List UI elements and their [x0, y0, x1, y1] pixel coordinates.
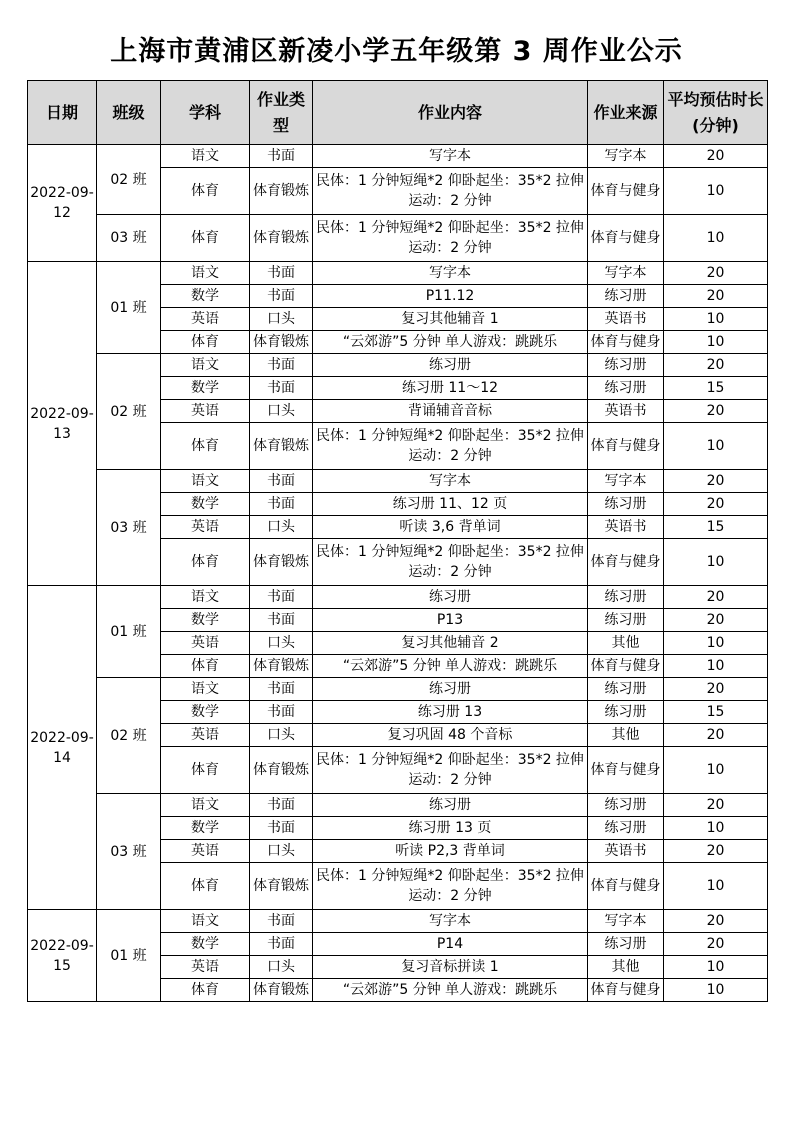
subject-cell: 语文 [161, 586, 250, 609]
content-cell: 民体：1 分钟短绳*2 仰卧起坐：35*2 拉伸运动：2 分钟 [313, 539, 588, 586]
type-cell: 体育锻炼 [250, 747, 313, 794]
header-source: 作业来源 [588, 81, 664, 145]
source-cell: 体育与健身 [588, 423, 664, 470]
time-cell: 20 [664, 262, 768, 285]
content-cell: P13 [313, 609, 588, 632]
time-cell: 20 [664, 794, 768, 817]
content-cell: “云郊游”5 分钟 单人游戏：跳跳乐 [313, 331, 588, 354]
table-row [28, 794, 768, 817]
class-cell: 03 班 [97, 794, 161, 910]
time-cell: 20 [664, 354, 768, 377]
subject-cell: 英语 [161, 632, 250, 655]
header-subject: 学科 [161, 81, 250, 145]
header-class: 班级 [97, 81, 161, 145]
content-cell: 写字本 [313, 910, 588, 933]
content-cell: 练习册 11、12 页 [313, 493, 588, 516]
subject-cell: 语文 [161, 262, 250, 285]
source-cell: 英语书 [588, 516, 664, 539]
time-cell: 15 [664, 701, 768, 724]
type-cell: 体育锻炼 [250, 863, 313, 910]
content-cell: 练习册 [313, 586, 588, 609]
time-cell: 20 [664, 724, 768, 747]
table-row [28, 354, 768, 377]
type-cell: 书面 [250, 701, 313, 724]
subject-cell: 体育 [161, 331, 250, 354]
time-cell: 10 [664, 817, 768, 840]
type-cell: 体育锻炼 [250, 979, 313, 1002]
type-cell: 口头 [250, 840, 313, 863]
subject-cell: 英语 [161, 308, 250, 331]
source-cell: 练习册 [588, 817, 664, 840]
class-cell: 02 班 [97, 678, 161, 794]
date-cell: 2022-09-14 [28, 586, 97, 910]
content-cell: 复习音标拼读 1 [313, 956, 588, 979]
subject-cell: 语文 [161, 794, 250, 817]
source-cell: 练习册 [588, 701, 664, 724]
subject-cell: 体育 [161, 655, 250, 678]
time-cell: 10 [664, 979, 768, 1002]
time-cell: 20 [664, 400, 768, 423]
time-cell: 20 [664, 586, 768, 609]
class-cell: 02 班 [97, 354, 161, 470]
subject-cell: 英语 [161, 724, 250, 747]
type-cell: 体育锻炼 [250, 168, 313, 215]
class-cell: 01 班 [97, 262, 161, 354]
subject-cell: 体育 [161, 863, 250, 910]
source-cell: 体育与健身 [588, 168, 664, 215]
source-cell: 练习册 [588, 609, 664, 632]
type-cell: 口头 [250, 632, 313, 655]
source-cell: 练习册 [588, 933, 664, 956]
source-cell: 体育与健身 [588, 863, 664, 910]
subject-cell: 数学 [161, 493, 250, 516]
content-cell: 练习册 13 [313, 701, 588, 724]
time-cell: 20 [664, 493, 768, 516]
type-cell: 体育锻炼 [250, 423, 313, 470]
content-cell: 写字本 [313, 470, 588, 493]
table-row [28, 586, 768, 609]
time-cell: 10 [664, 863, 768, 910]
type-cell: 书面 [250, 262, 313, 285]
content-cell: 民体：1 分钟短绳*2 仰卧起坐：35*2 拉伸运动：2 分钟 [313, 423, 588, 470]
source-cell: 练习册 [588, 285, 664, 308]
time-cell: 10 [664, 215, 768, 262]
table-row [28, 262, 768, 285]
class-cell: 03 班 [97, 470, 161, 586]
content-cell: 写字本 [313, 145, 588, 168]
source-cell: 其他 [588, 956, 664, 979]
content-cell: 民体：1 分钟短绳*2 仰卧起坐：35*2 拉伸运动：2 分钟 [313, 747, 588, 794]
source-cell: 写字本 [588, 145, 664, 168]
subject-cell: 数学 [161, 817, 250, 840]
header-date: 日期 [28, 81, 97, 145]
table-row [28, 470, 768, 493]
type-cell: 体育锻炼 [250, 215, 313, 262]
source-cell: 写字本 [588, 470, 664, 493]
type-cell: 体育锻炼 [250, 655, 313, 678]
content-cell: 民体：1 分钟短绳*2 仰卧起坐：35*2 拉伸运动：2 分钟 [313, 863, 588, 910]
class-cell: 02 班 [97, 145, 161, 215]
subject-cell: 体育 [161, 979, 250, 1002]
source-cell: 练习册 [588, 377, 664, 400]
subject-cell: 语文 [161, 145, 250, 168]
type-cell: 书面 [250, 493, 313, 516]
subject-cell: 语文 [161, 678, 250, 701]
content-cell: “云郊游”5 分钟 单人游戏：跳跳乐 [313, 979, 588, 1002]
source-cell: 体育与健身 [588, 655, 664, 678]
source-cell: 英语书 [588, 400, 664, 423]
source-cell: 其他 [588, 632, 664, 655]
type-cell: 书面 [250, 586, 313, 609]
subject-cell: 体育 [161, 747, 250, 794]
subject-cell: 语文 [161, 470, 250, 493]
content-cell: 民体：1 分钟短绳*2 仰卧起坐：35*2 拉伸运动：2 分钟 [313, 215, 588, 262]
type-cell: 口头 [250, 516, 313, 539]
time-cell: 15 [664, 516, 768, 539]
content-cell: 练习册 [313, 794, 588, 817]
source-cell: 练习册 [588, 794, 664, 817]
source-cell: 体育与健身 [588, 215, 664, 262]
time-cell: 10 [664, 655, 768, 678]
source-cell: 体育与健身 [588, 979, 664, 1002]
time-cell: 10 [664, 539, 768, 586]
time-cell: 10 [664, 423, 768, 470]
source-cell: 写字本 [588, 262, 664, 285]
subject-cell: 体育 [161, 168, 250, 215]
time-cell: 20 [664, 840, 768, 863]
time-cell: 20 [664, 470, 768, 493]
source-cell: 练习册 [588, 354, 664, 377]
type-cell: 书面 [250, 285, 313, 308]
content-cell: 练习册 13 页 [313, 817, 588, 840]
content-cell: P11.12 [313, 285, 588, 308]
source-cell: 英语书 [588, 308, 664, 331]
type-cell: 体育锻炼 [250, 331, 313, 354]
time-cell: 10 [664, 308, 768, 331]
type-cell: 书面 [250, 910, 313, 933]
subject-cell: 数学 [161, 933, 250, 956]
date-cell: 2022-09-13 [28, 262, 97, 586]
content-cell: 练习册 11～12 [313, 377, 588, 400]
subject-cell: 体育 [161, 215, 250, 262]
time-cell: 20 [664, 609, 768, 632]
class-cell: 01 班 [97, 910, 161, 1002]
time-cell: 20 [664, 145, 768, 168]
content-cell: 听读 3,6 背单词 [313, 516, 588, 539]
date-cell: 2022-09-15 [28, 910, 97, 1002]
class-cell: 03 班 [97, 215, 161, 262]
source-cell: 体育与健身 [588, 539, 664, 586]
subject-cell: 英语 [161, 516, 250, 539]
type-cell: 口头 [250, 724, 313, 747]
content-cell: “云郊游”5 分钟 单人游戏：跳跳乐 [313, 655, 588, 678]
time-cell: 10 [664, 331, 768, 354]
time-cell: 20 [664, 678, 768, 701]
type-cell: 书面 [250, 377, 313, 400]
time-cell: 20 [664, 910, 768, 933]
header-row [28, 81, 768, 145]
type-cell: 书面 [250, 817, 313, 840]
table-row [28, 678, 768, 701]
page-title: 上海市黄浦区新凌小学五年级第 3 周作业公示 [110, 36, 683, 67]
content-cell: 练习册 [313, 354, 588, 377]
header-content: 作业内容 [313, 81, 588, 145]
source-cell: 练习册 [588, 493, 664, 516]
type-cell: 书面 [250, 145, 313, 168]
time-cell: 20 [664, 285, 768, 308]
content-cell: 听读 P2,3 背单词 [313, 840, 588, 863]
class-cell: 01 班 [97, 586, 161, 678]
content-cell: 背诵辅音音标 [313, 400, 588, 423]
subject-cell: 数学 [161, 285, 250, 308]
source-cell: 体育与健身 [588, 331, 664, 354]
type-cell: 体育锻炼 [250, 539, 313, 586]
type-cell: 书面 [250, 470, 313, 493]
content-cell: 民体：1 分钟短绳*2 仰卧起坐：35*2 拉伸运动：2 分钟 [313, 168, 588, 215]
time-cell: 20 [664, 933, 768, 956]
content-cell: 写字本 [313, 262, 588, 285]
type-cell: 书面 [250, 354, 313, 377]
time-cell: 15 [664, 377, 768, 400]
subject-cell: 语文 [161, 354, 250, 377]
content-cell: 复习其他辅音 2 [313, 632, 588, 655]
content-cell: 复习其他辅音 1 [313, 308, 588, 331]
table-row [28, 910, 768, 933]
date-cell: 2022-09-12 [28, 145, 97, 262]
source-cell: 练习册 [588, 678, 664, 701]
header-time: 平均预估时长(分钟) [664, 81, 768, 145]
type-cell: 书面 [250, 609, 313, 632]
subject-cell: 体育 [161, 539, 250, 586]
type-cell: 口头 [250, 956, 313, 979]
type-cell: 书面 [250, 794, 313, 817]
type-cell: 口头 [250, 308, 313, 331]
subject-cell: 数学 [161, 701, 250, 724]
time-cell: 10 [664, 747, 768, 794]
source-cell: 其他 [588, 724, 664, 747]
subject-cell: 英语 [161, 840, 250, 863]
source-cell: 体育与健身 [588, 747, 664, 794]
table-row [28, 215, 768, 262]
time-cell: 10 [664, 168, 768, 215]
homework-table [27, 80, 768, 1002]
content-cell: P14 [313, 933, 588, 956]
time-cell: 10 [664, 632, 768, 655]
time-cell: 10 [664, 956, 768, 979]
content-cell: 复习巩固 48 个音标 [313, 724, 588, 747]
source-cell: 练习册 [588, 586, 664, 609]
content-cell: 练习册 [313, 678, 588, 701]
header-type: 作业类型 [250, 81, 313, 145]
subject-cell: 数学 [161, 609, 250, 632]
subject-cell: 体育 [161, 423, 250, 470]
subject-cell: 语文 [161, 910, 250, 933]
subject-cell: 英语 [161, 956, 250, 979]
source-cell: 英语书 [588, 840, 664, 863]
table-row [28, 145, 768, 168]
type-cell: 书面 [250, 933, 313, 956]
type-cell: 书面 [250, 678, 313, 701]
source-cell: 写字本 [588, 910, 664, 933]
subject-cell: 英语 [161, 400, 250, 423]
subject-cell: 数学 [161, 377, 250, 400]
type-cell: 口头 [250, 400, 313, 423]
